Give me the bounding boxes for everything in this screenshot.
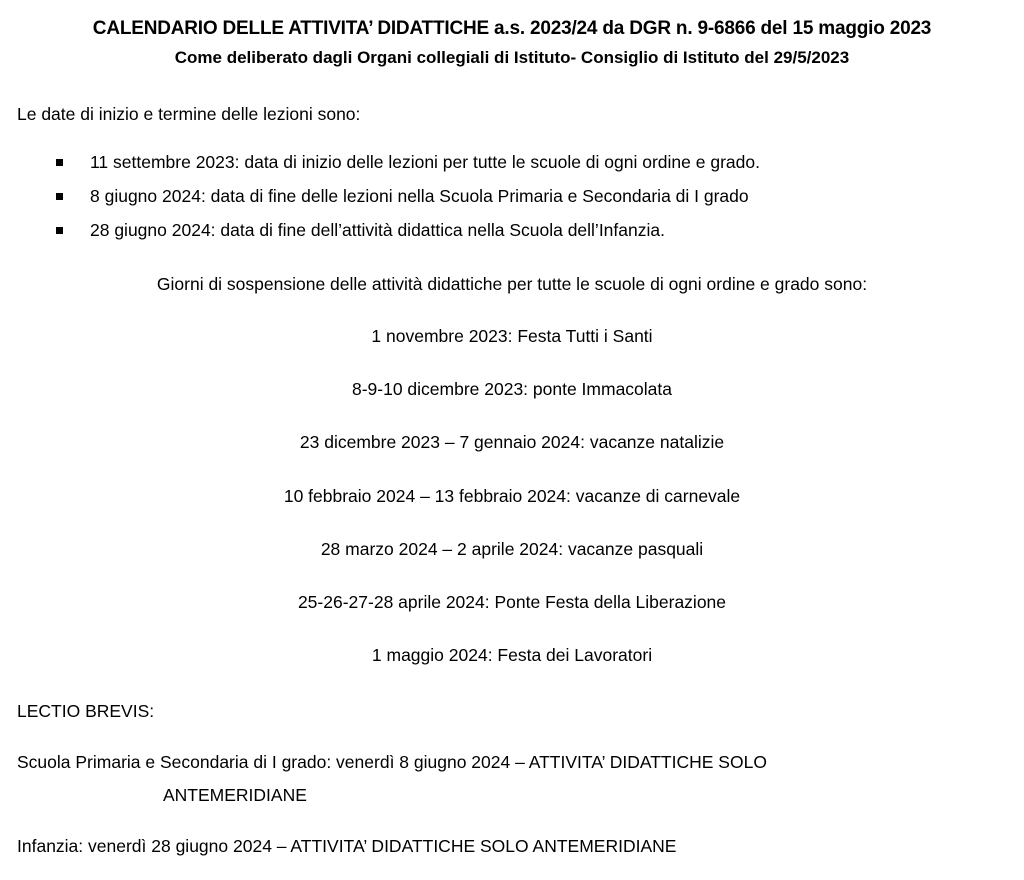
suspension-item: 10 febbraio 2024 – 13 febbraio 2024: vacanze di carnevale [283,485,741,506]
lectio-infanzia-line: Infanzia: venerdì 28 giugno 2024 – ATTIVITA’ DIDATTICHE SOLO ANTEMERIDIANE [17,836,677,856]
square-bullet-icon [56,227,63,234]
suspension-item: 28 marzo 2024 – 2 aprile 2024: vacanze pasquali [320,538,704,559]
lectio-primary-continuation: ANTEMERIDIANE [163,785,307,805]
lessons-date-text: 8 giugno 2024: data di fine delle lezioni nella Scuola Primaria e Secondaria di I grado [90,186,749,206]
suspension-days-list [0,326,1024,698]
suspension-item: 1 novembre 2023: Festa Tutti i Santi [371,326,653,346]
square-bullet-icon [56,159,63,166]
document-subtitle: Come deliberato dagli Organi collegiali di Istituto- Consiglio di Istituto del 29/5/2023 [174,48,850,67]
suspension-item: 1 maggio 2024: Festa dei Lavoratori [371,645,653,666]
suspension-intro: Giorni di sospensione delle attività didattiche per tutte le scuole di ogni ordine e grado sono: [156,274,868,294]
lessons-intro: Le date di inizio e termine delle lezioni sono: [17,104,361,124]
lectio-primary-line: Scuola Primaria e Secondaria di I grado: venerdì 8 giugno 2024 – ATTIVITA’ DIDATTICHE SOLO [17,752,767,772]
lessons-date-text: 11 settembre 2023: data di inizio delle lezioni per tutte le scuole di ogni ordine e grado. [90,152,760,172]
document-title: CALENDARIO DELLE ATTIVITA’ DIDATTICHE a.s. 2023/24 da DGR n. 9-6866 del 15 maggio 2023 [92,18,932,39]
lectio-brevis-heading: LECTIO BREVIS: [17,701,155,721]
lessons-date-text: 28 giugno 2024: data di fine dell’attività didattica nella Scuola dell’Infanzia. [90,220,665,240]
suspension-item: 23 dicembre 2023 – 7 gennaio 2024: vacanze natalizie [299,432,725,453]
suspension-item: 8-9-10 dicembre 2023: ponte Immacolata [351,379,673,400]
square-bullet-icon [56,193,63,200]
suspension-item: 25-26-27-28 aprile 2024: Ponte Festa della Liberazione [297,591,727,612]
